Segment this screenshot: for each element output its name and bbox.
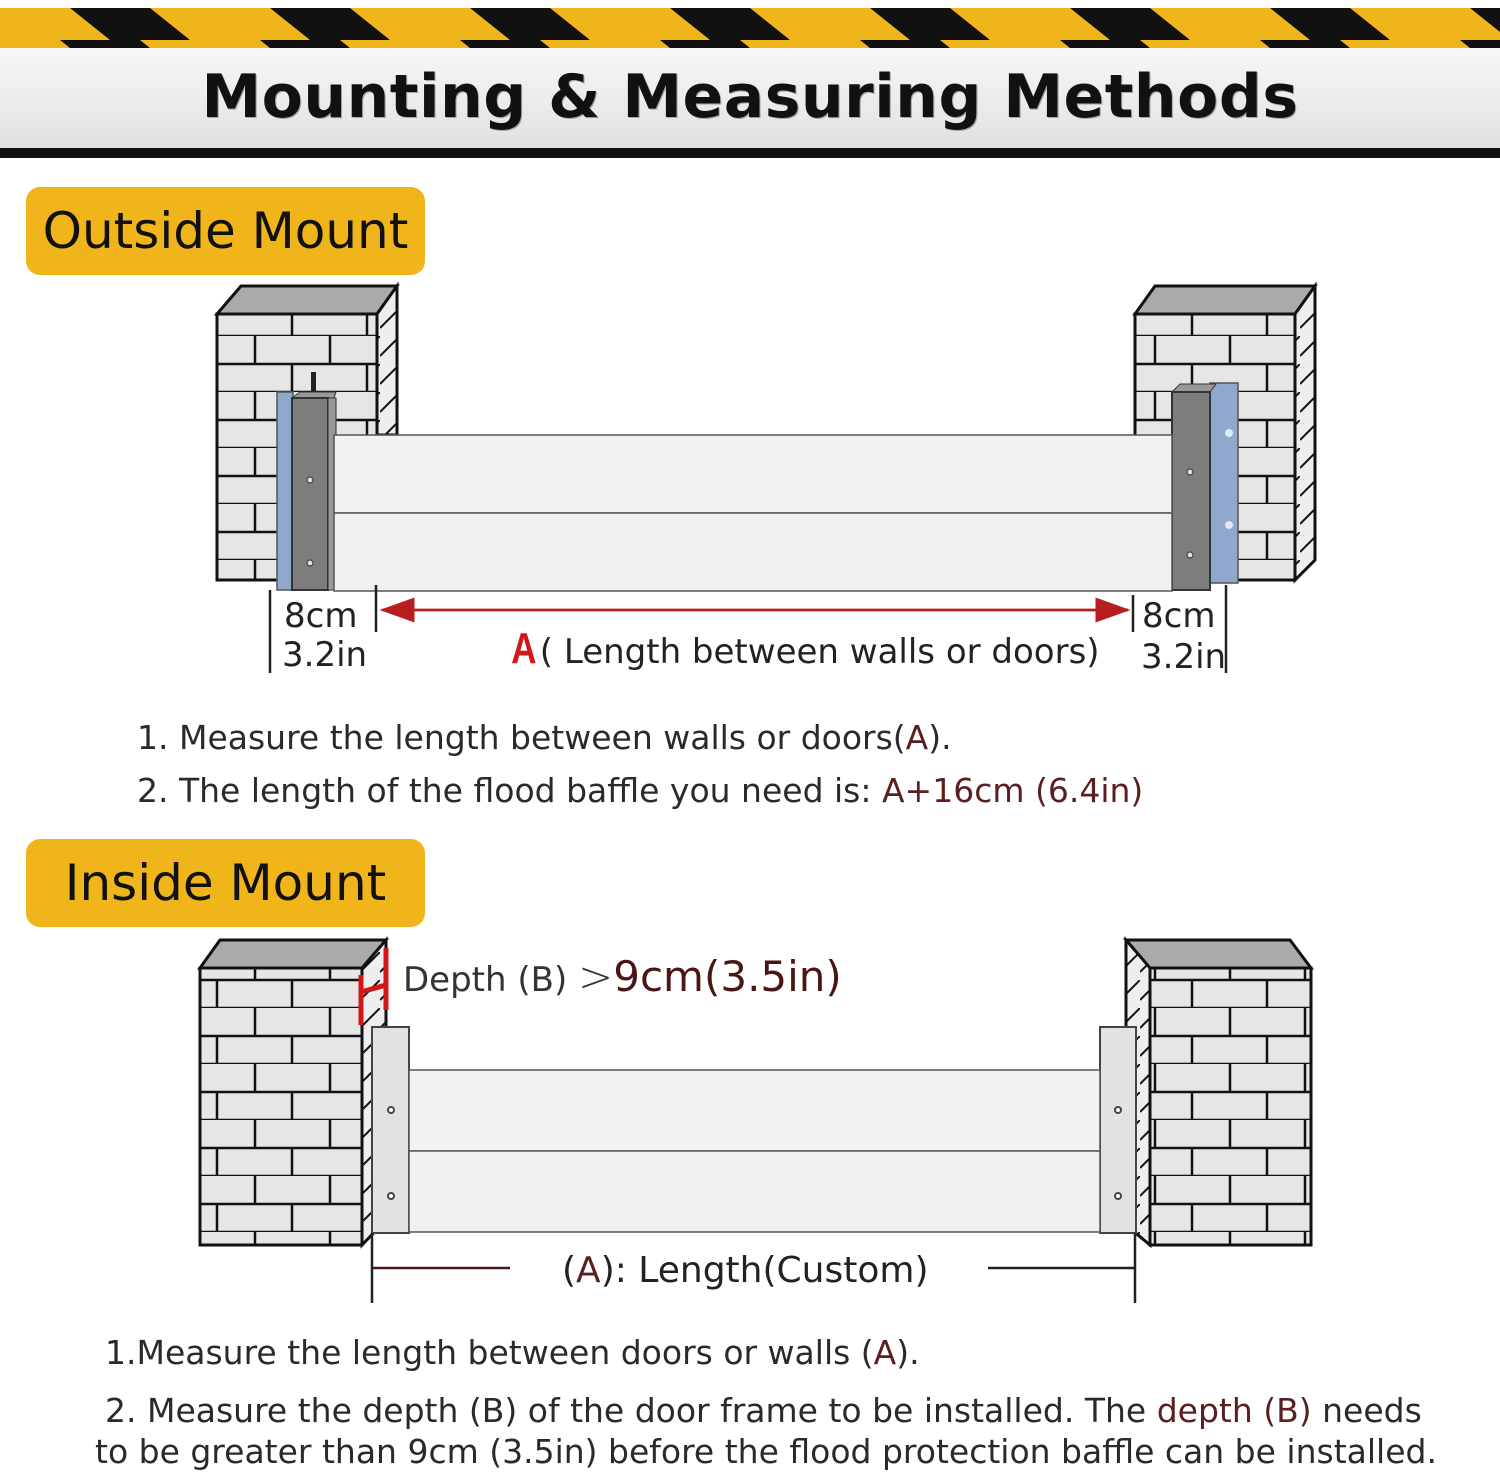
step-text: 1.Measure the length between doors or walls ( [105,1333,874,1372]
outside-left-guard-strip [277,392,293,590]
hazard-stripe [0,8,1500,48]
length-custom-caption [562,1250,928,1291]
inside-left-pillar [200,940,386,1245]
length-label: ): Length(Custom) [600,1250,929,1291]
depth-label: Depth (B) [403,960,579,1000]
outside-left-post [292,372,336,590]
step-highlight: A [905,718,929,757]
right-offset-in: 3.2in [1141,637,1227,677]
step-highlight: A+16cm (6.4in) [881,771,1144,810]
a-letter: A [511,624,537,673]
right-offset-cm: 8cm [1142,596,1216,636]
depth-caption [403,952,842,1001]
inside-step-1 [105,1333,920,1372]
inside-mount-badge [26,839,425,927]
inside-step-2-continued: to be greater than 9cm (3.5in) before the flood protection baffle can be installed. [95,1432,1437,1471]
depth-value: 9cm(3.5in) [613,952,842,1001]
a-letter: A [576,1250,601,1291]
inside-step-2 [105,1391,1422,1430]
inside-right-pillar [1126,940,1311,1245]
title-underline [0,148,1500,158]
step-text-end: ). [928,718,952,757]
paren: ( [562,1250,577,1291]
length-a-caption [508,624,1100,673]
page-title: Mounting & Measuring Methods [201,62,1299,132]
step-text: 2. Measure the depth (B) of the door frame to be installed. The [105,1391,1157,1430]
outside-mount-badge [26,187,425,275]
step-text: 2. The length of the flood baffle you need is: [137,771,882,810]
step-text: 1. Measure the length between walls or doors( [137,718,906,757]
step-text-end: needs [1311,1391,1422,1430]
left-offset-in: 3.2in [282,635,368,675]
inside-mount-label: Inside Mount [64,854,387,912]
step-text-end: ). [896,1333,920,1372]
outside-baffle-panels [334,435,1172,591]
outside-right-post [1172,383,1238,590]
depth-gt: > [578,952,614,1001]
step-highlight: depth (B) [1156,1391,1312,1430]
outside-mount-label: Outside Mount [42,202,409,260]
a-label: ( Length between walls or doors) [539,632,1100,672]
outside-step-2 [137,771,1143,810]
outside-step-1 [137,718,952,757]
left-offset-cm: 8cm [284,596,358,636]
step-highlight: A [873,1333,897,1372]
inside-baffle-panels [409,1070,1100,1232]
